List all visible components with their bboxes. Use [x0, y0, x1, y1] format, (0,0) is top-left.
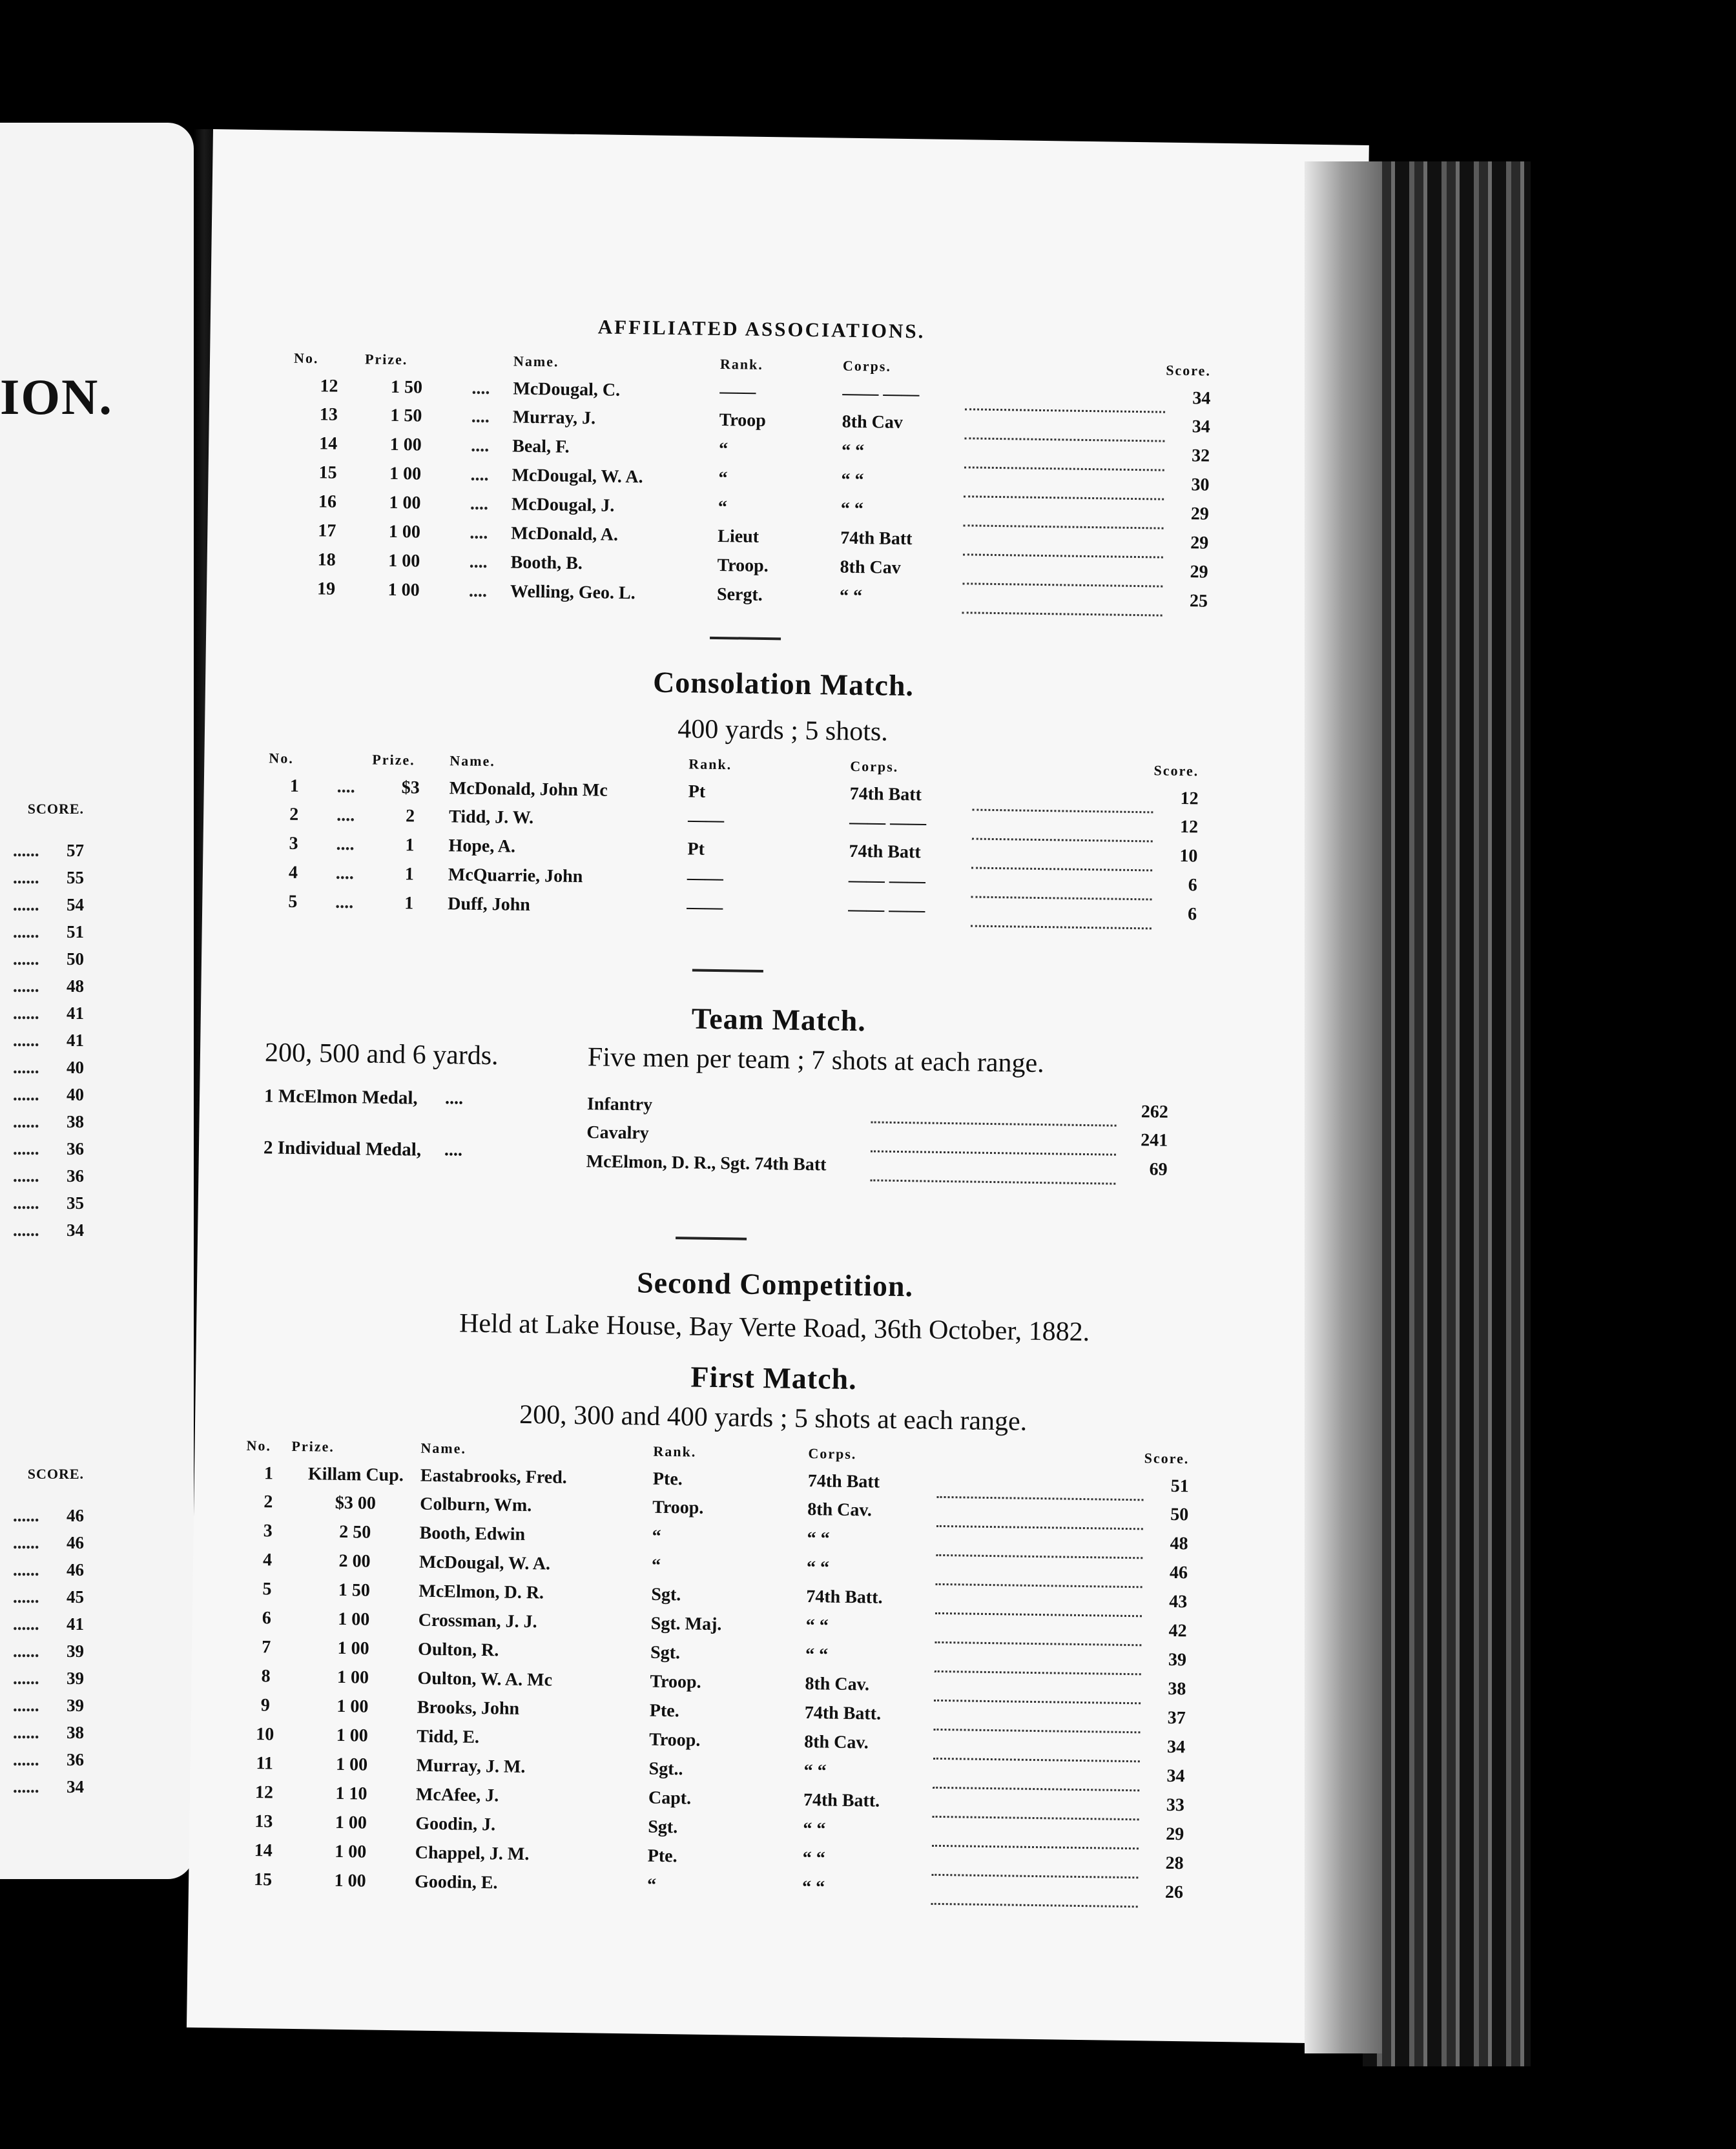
row-number: 18 [317, 550, 336, 570]
page-edge-shadow [1305, 161, 1382, 2053]
row-number: 5 [288, 891, 298, 912]
row-name: Oulton, W. A. Mc [417, 1668, 553, 1691]
row-name: Cavalry [586, 1122, 650, 1144]
row-number: 14 [319, 433, 338, 454]
left-score-column-upper [13, 801, 84, 1244]
row-corps: “ “ [807, 1528, 830, 1549]
col-rank-header: Rank. [719, 355, 764, 373]
left-score-value: ...... 46 [13, 1502, 84, 1529]
row-leader-dots [936, 1555, 1143, 1587]
left-score-value: ...... 46 [13, 1529, 84, 1556]
row-number: 8 [261, 1666, 271, 1687]
row-name: Murray, J. [512, 407, 596, 429]
row-name: Booth, Edwin [419, 1523, 526, 1545]
team-match-table [586, 1090, 1168, 1186]
row-score: 37 [1167, 1707, 1186, 1729]
row-name: McAfee, J. [415, 1784, 499, 1806]
row-name: Eastabrooks, Fred. [420, 1465, 568, 1488]
row-name: McDougal, W. A. [418, 1552, 551, 1574]
row-corps: 74th Batt [807, 1470, 880, 1492]
running-header [598, 315, 1373, 349]
row-number: 19 [316, 579, 336, 599]
row-leader-dots [934, 1671, 1141, 1703]
row-prize: 1 00 [336, 1696, 369, 1717]
left-score-value: ...... 57 [13, 837, 84, 864]
row-number: 17 [318, 520, 336, 541]
row-dots: .... [470, 464, 489, 486]
row-prize: 1 [404, 893, 414, 914]
row-dots: .... [335, 892, 354, 913]
row-leader-dots [971, 897, 1152, 929]
row-leader-dots [934, 1700, 1141, 1732]
row-score: 29 [1190, 533, 1209, 553]
row-leader-dots [963, 526, 1164, 557]
team-match-distances: 200, 500 and 6 yards. [264, 1038, 499, 1071]
row-rank: —— [687, 868, 724, 889]
row-leader-dots [972, 810, 1153, 841]
row-score: 42 [1168, 1620, 1187, 1641]
row-corps: “ “ [805, 1616, 829, 1636]
row-score: 34 [1166, 1765, 1185, 1787]
team-prize-2: 2 Individual Medal, [263, 1137, 422, 1160]
col-corps-header: Corps. [808, 1445, 857, 1463]
row-leader-dots [935, 1642, 1142, 1674]
row-leader-dots [937, 1469, 1144, 1500]
row-rank: Troop. [717, 555, 769, 577]
team-match-description: Five men per team ; 7 shots at each range. [587, 1042, 1045, 1079]
col-corps-header: Corps. [850, 757, 899, 775]
row-name: McDougal, J. [511, 494, 615, 516]
row-score: 50 [1170, 1504, 1189, 1525]
row-prize: 2 50 [338, 1521, 371, 1543]
col-rank-header: Rank. [653, 1443, 697, 1460]
row-prize: 1 [405, 835, 415, 856]
row-number: 1 [264, 1463, 274, 1484]
row-name: Goodin, E. [414, 1871, 498, 1893]
row-corps: “ “ [802, 1848, 825, 1869]
row-corps: “ “ [803, 1819, 826, 1840]
row-dots: .... [470, 493, 489, 515]
consolation-subtitle: 400 yards ; 5 shots. [677, 714, 889, 747]
row-rank: Troop [719, 409, 767, 431]
row-name: Hope, A. [448, 836, 516, 857]
row-prize: 1 00 [335, 1754, 368, 1775]
row-number: 12 [254, 1782, 274, 1803]
row-name: Colburn, Wm. [420, 1494, 532, 1516]
row-leader-dots [931, 1875, 1139, 1906]
consolation-title: Consolation Match. [652, 665, 914, 703]
row-corps: “ “ [841, 440, 865, 462]
left-score-value: ...... 41 [13, 1000, 84, 1027]
row-score: 32 [1191, 446, 1210, 466]
row-score: 43 [1169, 1591, 1188, 1612]
row-rank: Sgt. [651, 1584, 681, 1605]
row-name: Chappel, J. M. [415, 1842, 530, 1865]
row-corps: —— —— [842, 383, 920, 405]
row-number: 3 [263, 1521, 273, 1541]
col-no-header: No. [269, 750, 294, 766]
consolation-table [267, 750, 1199, 930]
first-match-title: First Match. [690, 1360, 858, 1396]
row-corps: 8th Cav. [807, 1499, 873, 1521]
row-rank: “ [718, 497, 728, 518]
row-number: 10 [256, 1724, 274, 1745]
row-number: 4 [262, 1550, 273, 1570]
row-prize: 1 00 [336, 1725, 369, 1746]
left-score-header: SCORE. [27, 1466, 84, 1482]
row-prize: 1 [404, 864, 415, 885]
row-prize: $3 [401, 777, 420, 798]
col-score-header: Score. [1166, 362, 1212, 379]
row-score: 34 [1166, 1736, 1186, 1758]
left-score-value: ...... 55 [13, 864, 84, 891]
row-score: 12 [1179, 817, 1199, 838]
row-prize: 1 00 [338, 1609, 370, 1630]
row-score: 29 [1166, 1824, 1184, 1845]
row-prize: 1 00 [389, 434, 422, 455]
row-corps: “ “ [840, 499, 864, 520]
row-name: Beal, F. [512, 436, 570, 457]
row-corps: 74th Batt. [803, 1790, 880, 1811]
row-rank: Sergt. [716, 584, 763, 605]
row-score: 29 [1190, 562, 1208, 582]
section-rule [676, 1237, 747, 1240]
col-no-header: No. [293, 349, 319, 367]
row-score: 51 [1170, 1476, 1190, 1497]
row-rank: “ [646, 1875, 657, 1895]
left-score-value: ...... 41 [13, 1610, 84, 1638]
row-corps: 74th Batt. [806, 1587, 883, 1608]
row-corps: 8th Cav. [805, 1674, 870, 1695]
row-dots: .... [470, 435, 490, 457]
row-corps: —— —— [849, 812, 927, 834]
row-rank: —— [719, 381, 756, 402]
page-edges [1363, 161, 1531, 2066]
row-number: 11 [256, 1753, 274, 1774]
team-prize-1: 1 McElmon Medal, [264, 1085, 418, 1109]
row-corps: “ “ [805, 1645, 829, 1665]
left-score-value: ...... 36 [13, 1162, 84, 1189]
col-name-header: Name. [450, 752, 496, 770]
row-score: 46 [1169, 1562, 1188, 1583]
section-rule [692, 969, 763, 972]
row-number: 2 [264, 1492, 273, 1512]
row-prize: 1 10 [335, 1783, 367, 1804]
row-rank: Pt [688, 781, 706, 802]
row-score: 10 [1179, 846, 1198, 867]
row-leader-dots [870, 1151, 1116, 1184]
row-name: McDonald, John Mc [449, 777, 608, 801]
row-rank: Sgt. Maj. [650, 1613, 722, 1635]
row-rank: Pte. [652, 1468, 683, 1490]
row-rank: “ [718, 438, 728, 460]
row-prize: 1 00 [389, 463, 422, 484]
left-score-list [13, 837, 84, 1244]
col-rank-header: Rank. [688, 756, 732, 773]
row-prize: 1 00 [389, 492, 421, 513]
first-match-rows [240, 1459, 1189, 1907]
team-prize-dots-2: .... [444, 1140, 463, 1160]
row-name: McDougal, W. A. [512, 465, 643, 488]
row-name: McDougal, C. [513, 378, 621, 400]
row-corps: “ “ [801, 1877, 825, 1898]
row-corps: 8th Cav [840, 557, 901, 578]
row-dots: .... [336, 834, 355, 855]
first-match-table [240, 1437, 1190, 1908]
row-rank: “ [718, 468, 728, 489]
row-prize: 1 00 [337, 1638, 369, 1659]
row-rank: —— [687, 810, 725, 831]
row-rank: Sgt. [648, 1816, 678, 1838]
col-name-header: Name. [420, 1439, 467, 1457]
row-leader-dots [871, 1094, 1117, 1126]
row-number: 1 [289, 776, 300, 796]
row-corps: 8th Cav [842, 411, 904, 433]
row-rank: Capt. [648, 1787, 692, 1809]
left-score-header: SCORE. [27, 801, 84, 817]
row-corps: “ “ [839, 586, 863, 607]
row-number: 15 [253, 1869, 273, 1890]
row-prize: 1 00 [334, 1870, 366, 1891]
row-number: 15 [318, 462, 337, 483]
row-leader-dots [935, 1584, 1142, 1616]
second-competition-title: Second Competition. [636, 1266, 914, 1303]
row-rank: Sgt.. [648, 1758, 683, 1780]
row-score: 25 [1189, 591, 1208, 612]
row-corps: “ “ [841, 469, 864, 491]
row-name: McDonald, A. [511, 523, 619, 545]
left-score-value: ...... 46 [13, 1556, 84, 1583]
team-match-rows [586, 1090, 1168, 1184]
row-name: Welling, Geo. L. [510, 581, 636, 604]
row-leader-dots [962, 584, 1163, 615]
row-leader-dots [964, 438, 1165, 470]
left-score-value: ...... 40 [13, 1081, 84, 1108]
row-leader-dots [965, 381, 1166, 412]
row-leader-dots [964, 409, 1165, 441]
running-header-title: AFFILIATED ASSOCIATIONS. [597, 315, 925, 343]
team-prize-dots-1: .... [444, 1088, 464, 1109]
left-score-value: ...... 39 [13, 1638, 84, 1665]
row-leader-dots [972, 782, 1153, 812]
row-score: 34 [1192, 387, 1211, 409]
row-leader-dots [936, 1497, 1144, 1528]
row-number: 6 [262, 1608, 272, 1629]
continued-rows [291, 372, 1211, 616]
row-leader-dots [871, 1122, 1117, 1155]
row-number: 5 [262, 1579, 272, 1599]
left-page-heading: ION. [0, 369, 113, 425]
row-dots: .... [471, 378, 490, 398]
row-dots: .... [471, 406, 490, 427]
row-rank: “ [652, 1526, 661, 1547]
col-score-header: Score. [1153, 762, 1199, 779]
col-prize-header: Prize. [364, 351, 408, 368]
row-score: 26 [1164, 1882, 1184, 1903]
row-prize: 1 50 [338, 1579, 371, 1601]
row-name: Tidd, E. [417, 1726, 480, 1747]
row-corps: 74th Batt [849, 783, 922, 805]
first-match-subtitle: 200, 300 and 400 yards ; 5 shots at each range. [519, 1399, 1028, 1437]
left-score-column-lower [13, 1466, 84, 1800]
row-corps: 8th Cav. [804, 1732, 869, 1753]
left-score-value: ...... 40 [13, 1054, 84, 1081]
row-name: Booth, B. [510, 552, 583, 574]
row-leader-dots [971, 868, 1153, 900]
row-number: 16 [318, 491, 337, 512]
row-corps: 74th Batt [840, 528, 913, 550]
row-score: 48 [1170, 1533, 1188, 1554]
row-corps: —— —— [848, 870, 926, 892]
row-name: Duff, John [448, 894, 531, 915]
row-corps: 74th Batt. [804, 1703, 882, 1724]
row-number: 2 [289, 804, 299, 825]
left-score-value: ...... 39 [13, 1665, 84, 1692]
left-score-value: ...... 54 [13, 891, 84, 918]
left-score-value: ...... 39 [13, 1692, 84, 1719]
left-score-value: ...... 38 [13, 1108, 84, 1135]
row-prize: 2 00 [338, 1550, 371, 1572]
row-number: 4 [288, 862, 298, 883]
row-name: McQuarrie, John [448, 865, 583, 887]
left-score-value: ...... 38 [13, 1719, 84, 1746]
row-dots: .... [336, 776, 356, 797]
row-leader-dots [936, 1526, 1143, 1558]
row-corps: “ “ [803, 1761, 827, 1782]
row-prize: 1 00 [336, 1667, 369, 1688]
row-number: 14 [254, 1840, 273, 1861]
row-score: 29 [1190, 504, 1210, 524]
row-rank: Pte. [647, 1846, 677, 1867]
row-rank: Troop. [649, 1729, 701, 1751]
row-score: 6 [1188, 875, 1198, 896]
row-leader-dots [971, 839, 1153, 870]
left-score-value: ...... 36 [13, 1746, 84, 1773]
left-score-value: ...... 51 [13, 918, 84, 945]
left-score-value: ...... 34 [13, 1773, 84, 1800]
row-name: McElmon, D. R. [418, 1581, 544, 1603]
row-name: Crossman, J. J. [418, 1610, 537, 1632]
row-score: 12 [1180, 788, 1199, 809]
row-leader-dots [933, 1729, 1141, 1761]
row-name: Infantry [586, 1093, 653, 1115]
row-leader-dots [933, 1758, 1140, 1790]
row-leader-dots [931, 1846, 1139, 1877]
left-score-value: ...... 45 [13, 1583, 84, 1610]
row-dots: .... [469, 551, 488, 572]
team-match-title: Team Match. [691, 1002, 867, 1038]
row-name: Murray, J. M. [416, 1755, 526, 1777]
row-score: 6 [1187, 904, 1197, 925]
col-score-header: Score. [1144, 1450, 1190, 1467]
row-score: 30 [1191, 475, 1210, 495]
row-prize: 1 00 [388, 579, 420, 601]
row-leader-dots [964, 497, 1164, 528]
row-rank: Sgt. [650, 1642, 681, 1663]
row-dots: .... [468, 581, 488, 601]
row-dots: .... [470, 522, 488, 543]
row-leader-dots [962, 555, 1163, 586]
row-prize: 1 50 [390, 405, 422, 426]
row-prize: 1 00 [388, 521, 421, 542]
row-rank: Troop. [650, 1671, 701, 1692]
row-name: Tidd, J. W. [448, 807, 534, 828]
row-leader-dots [933, 1787, 1140, 1819]
second-competition-location: Held at Lake House, Bay Verte Road, 36th October, 1882. [459, 1308, 1090, 1348]
row-prize: 1 00 [388, 550, 420, 571]
left-score-value: ...... 35 [13, 1189, 84, 1217]
row-rank: —— [687, 897, 723, 918]
left-score-value: ...... 48 [13, 972, 84, 1000]
left-score-value: ...... 50 [13, 945, 84, 972]
left-score-value: ...... 34 [13, 1217, 84, 1244]
row-number: 13 [319, 404, 338, 425]
row-score: 69 [1149, 1159, 1168, 1180]
row-prize: 2 [405, 806, 415, 827]
left-score-value: ...... 41 [13, 1027, 84, 1054]
row-prize: 1 00 [335, 1812, 367, 1833]
row-number: 7 [261, 1637, 271, 1658]
row-dots: .... [335, 863, 355, 884]
section-rule [710, 637, 781, 641]
row-score: 241 [1141, 1130, 1168, 1151]
row-name: McElmon, D. R., Sgt. 74th Batt [586, 1151, 827, 1175]
row-rank: Pte. [649, 1700, 679, 1722]
row-rank: Pt [687, 839, 705, 859]
left-score-list [13, 1502, 84, 1800]
col-prize-header: Prize. [291, 1437, 335, 1455]
col-no-header: No. [246, 1437, 272, 1454]
col-prize-header: Prize. [372, 751, 415, 768]
row-number: 12 [320, 376, 338, 396]
row-prize: Killam Cup. [307, 1464, 404, 1486]
col-corps-header: Corps. [842, 357, 892, 375]
col-name-header: Name. [513, 353, 559, 370]
row-corps: “ “ [806, 1558, 830, 1578]
row-leader-dots [964, 468, 1164, 499]
row-score: 34 [1192, 416, 1210, 437]
row-prize: 1 00 [335, 1841, 367, 1862]
continued-results-table [291, 350, 1211, 617]
row-prize: $3 00 [335, 1492, 377, 1514]
row-leader-dots [932, 1816, 1139, 1848]
consolation-rows [267, 772, 1199, 929]
row-prize: 1 50 [390, 376, 423, 398]
row-rank: Troop. [652, 1497, 704, 1518]
row-score: 38 [1168, 1678, 1186, 1700]
row-rank: Lieut [718, 526, 760, 547]
row-score: 262 [1141, 1101, 1169, 1122]
row-leader-dots [935, 1613, 1142, 1645]
row-score: 39 [1168, 1649, 1187, 1671]
row-name: Brooks, John [417, 1697, 520, 1719]
row-number: 3 [289, 833, 298, 854]
row-name: Oulton, R. [417, 1639, 499, 1661]
row-corps: 74th Batt [849, 841, 921, 863]
row-number: 13 [254, 1811, 273, 1832]
row-score: 28 [1165, 1853, 1184, 1874]
right-page [187, 129, 1369, 2044]
row-number: 9 [260, 1695, 271, 1716]
left-page [0, 123, 194, 1879]
left-score-value: ...... 36 [13, 1135, 84, 1162]
row-score: 33 [1166, 1794, 1185, 1816]
row-corps: —— —— [848, 899, 925, 921]
row-name: Goodin, J. [415, 1813, 496, 1835]
row-rank: “ [651, 1555, 661, 1576]
row-dots: .... [336, 805, 355, 826]
